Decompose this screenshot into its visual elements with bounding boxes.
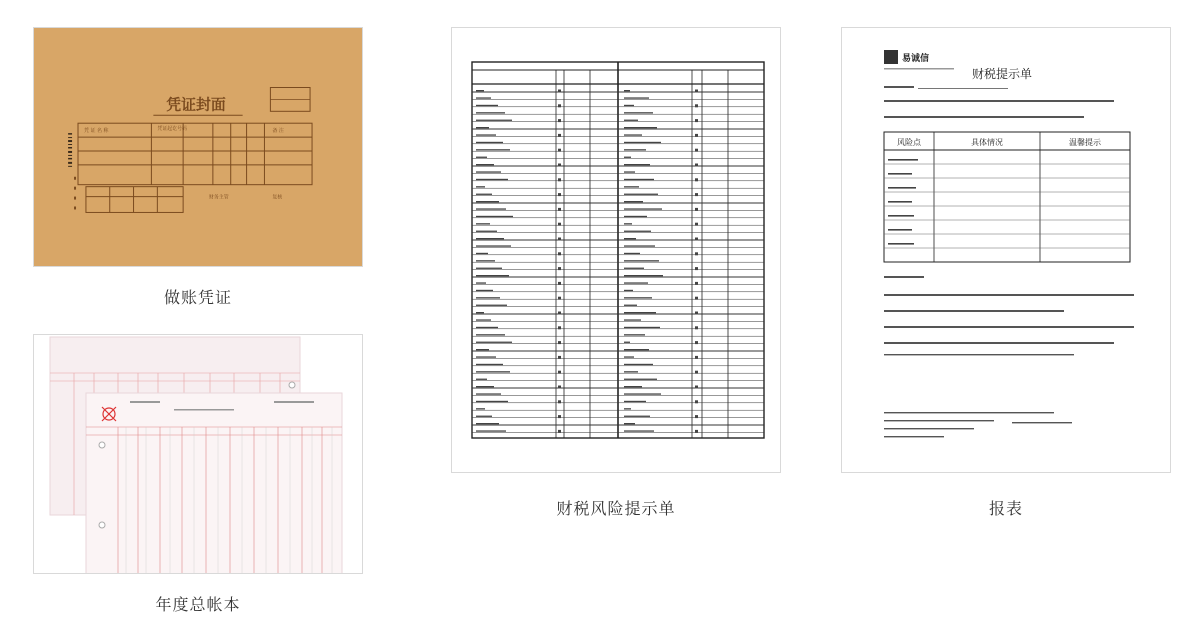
voucher-cover-image[interactable] — [33, 27, 363, 267]
ledger-image[interactable] — [33, 334, 363, 574]
svg-text:备 注: 备 注 — [272, 128, 284, 135]
caption-risk-form: 财税风险提示单 — [556, 499, 676, 518]
report-col-detail: 具体情况 — [971, 138, 1003, 147]
svg-text:凭证起讫号码: 凭证起讫号码 — [157, 126, 187, 133]
report-image[interactable] — [841, 27, 1171, 473]
ledger-drawing — [34, 335, 363, 574]
voucher-cover-drawing — [34, 28, 362, 266]
barcode — [68, 133, 72, 167]
caption-ledger: 年度总帐本 — [155, 595, 241, 614]
report-drawing — [842, 28, 1171, 473]
caption-voucher: 做账凭证 — [163, 288, 232, 307]
svg-text:财务主管: 财务主管 — [208, 194, 229, 201]
caption-report: 报表 — [988, 499, 1023, 518]
risk-form-image[interactable] — [451, 27, 781, 473]
voucher-title: 凭证封面 — [166, 95, 226, 114]
risk-form-drawing — [452, 28, 781, 473]
report-logo-icon — [884, 50, 954, 70]
svg-text:易诚信: 易诚信 — [902, 54, 930, 64]
report-col-tips: 温馨提示 — [1069, 138, 1101, 147]
svg-text:凭 证 名 称: 凭 证 名 称 — [83, 128, 109, 135]
report-col-risk: 风险点 — [897, 138, 921, 147]
svg-text:复核: 复核 — [272, 194, 283, 201]
report-title: 财税提示单 — [971, 67, 1033, 81]
